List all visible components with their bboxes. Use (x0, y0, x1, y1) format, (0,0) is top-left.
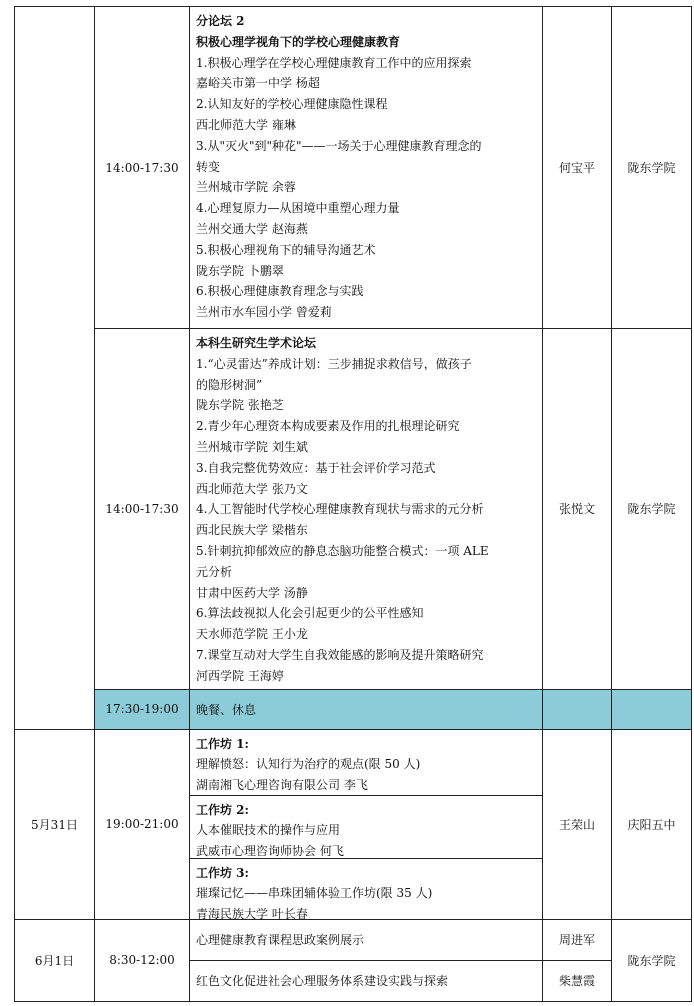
conference-schedule-table (14, 6, 692, 1002)
june1-host-2: 柴慧霞 (543, 960, 612, 1001)
forum2-time: 14:00-17:30 (95, 7, 190, 329)
agenda-line: 元分析 (196, 564, 233, 579)
agenda-line: 兰州城市学院 刘生斌 (196, 439, 308, 454)
agenda-line: 兰州城市学院 余蓉 (196, 180, 296, 195)
date-cell-empty (15, 7, 95, 730)
forum2-lines (196, 11, 536, 323)
workshop-topic: 理解愤怒：认知行为治疗的观点(限 50 人) (196, 757, 421, 772)
may31-workshops (190, 729, 543, 922)
agenda-line: 陇东学院 卜鹏翠 (196, 263, 284, 278)
workshop-title: 工作坊 2: (196, 802, 249, 817)
agenda-line: 2.青少年心理资本构成要素及作用的扎根理论研究 (196, 419, 460, 434)
dinner-row (15, 689, 692, 729)
june1-row-1 (15, 919, 692, 960)
forum2-host: 何宝平 (543, 7, 612, 329)
june1-item-2: 红色文化促进社会心理服务体系建设实践与探索 (190, 960, 543, 1001)
may31-venue: 庆阳五中 (612, 729, 692, 919)
agenda-line: 西北师范大学 张乃文 (196, 481, 308, 496)
dinner-time: 17:30-19:00 (95, 689, 190, 729)
agenda-line: 天水师范学院 王小龙 (196, 627, 308, 642)
section-heading: 积极心理学视角下的学校心理健康教育 (196, 34, 401, 49)
agenda-line: 5.积极心理视角下的辅导沟通艺术 (196, 242, 376, 257)
june1-venue: 陇东学院 (612, 919, 692, 1001)
student-forum-row (15, 329, 692, 690)
agenda-line: 4.心理复原力—从困境中重塑心理力量 (196, 201, 400, 216)
agenda-line: 5.针刺抗抑郁效应的静息态脑功能整合模式：一项 ALE (196, 543, 489, 558)
workshop-title: 工作坊 1: (196, 736, 249, 751)
workshop-speaker: 湖南湘飞心理咨询有限公司 李飞 (196, 778, 368, 793)
may31-row (15, 729, 692, 919)
workshop-title: 工作坊 3: (196, 865, 249, 880)
june1-item-1: 心理健康教育课程思政案例展示 (190, 919, 543, 960)
agenda-line: 河西学院 王海婷 (196, 668, 284, 683)
may31-host: 王荣山 (543, 729, 612, 919)
agenda-line: 6.算法歧视拟人化会引起更少的公平性感知 (196, 606, 424, 621)
agenda-line: 兰州交通大学 赵海燕 (196, 221, 308, 236)
section-heading: 分论坛 2 (196, 14, 245, 28)
agenda-line: 1.“心灵雷达”养成计划：三步捕捉求救信号，做孩子 (196, 356, 472, 371)
dinner-host-empty (543, 689, 612, 729)
agenda-line: 2.认知友好的学校心理健康隐性课程 (196, 97, 388, 112)
agenda-line: 西北师范大学 雍琳 (196, 117, 296, 132)
agenda-line: 西北民族大学 梁楷东 (196, 523, 308, 538)
workshop-list (190, 730, 542, 922)
agenda-line: 6.积极心理健康教育理念与实践 (196, 284, 364, 299)
dinner-text: 晚餐、休息 (190, 689, 543, 729)
agenda-line: 兰州市水车园小学 曾爱莉 (196, 305, 332, 320)
workshop-speaker: 青海民族大学 叶长春 (196, 907, 308, 922)
may31-date: 5月31日 (15, 729, 95, 919)
june1-date: 6月1日 (15, 919, 95, 1001)
agenda-line: 陇东学院 张艳芝 (196, 398, 284, 413)
student-forum-content (190, 329, 543, 690)
student-forum-host: 张悦文 (543, 329, 612, 690)
forum2-venue: 陇东学院 (612, 7, 692, 329)
workshop-item (190, 859, 542, 922)
forum2-content (190, 7, 543, 329)
agenda-line: 甘肃中医药大学 汤静 (196, 585, 308, 600)
workshop-topic: 人本催眠技术的操作与应用 (196, 823, 341, 838)
agenda-line: 1.积极心理学在学校心理健康教育工作中的应用探索 (196, 55, 472, 70)
student-forum-lines (196, 333, 536, 687)
agenda-line: 4.人工智能时代学校心理健康教育现状与需求的元分析 (196, 502, 484, 517)
may31-time: 19:00-21:00 (95, 729, 190, 919)
workshop-topic: 璀璨记忆——串珠团辅体验工作坊(限 35 人) (196, 886, 433, 901)
agenda-line: 的隐形树洞” (196, 377, 263, 392)
student-forum-time: 14:00-17:30 (95, 329, 190, 690)
dinner-venue-empty (612, 689, 692, 729)
workshop-speaker: 武威市心理咨询师协会 何飞 (196, 844, 344, 859)
agenda-line: 3.自我完整优势效应：基于社会评价学习范式 (196, 460, 436, 475)
june1-host-1: 周进军 (543, 919, 612, 960)
june1-time: 8:30-12:00 (95, 919, 190, 1001)
agenda-line: 7.课堂互动对大学生自我效能感的影响及提升策略研究 (196, 647, 484, 662)
workshop-item (190, 730, 542, 796)
agenda-line: 嘉峪关市第一中学 杨超 (196, 76, 320, 91)
agenda-line: 3.从"灭火"到"种花"——一场关于心理健康教育理念的 (196, 138, 482, 153)
workshop-item (190, 796, 542, 859)
agenda-line: 转变 (196, 159, 221, 174)
student-forum-venue: 陇东学院 (612, 329, 692, 690)
section-heading: 本科生研究生学术论坛 (196, 336, 317, 350)
forum2-row (15, 7, 692, 329)
